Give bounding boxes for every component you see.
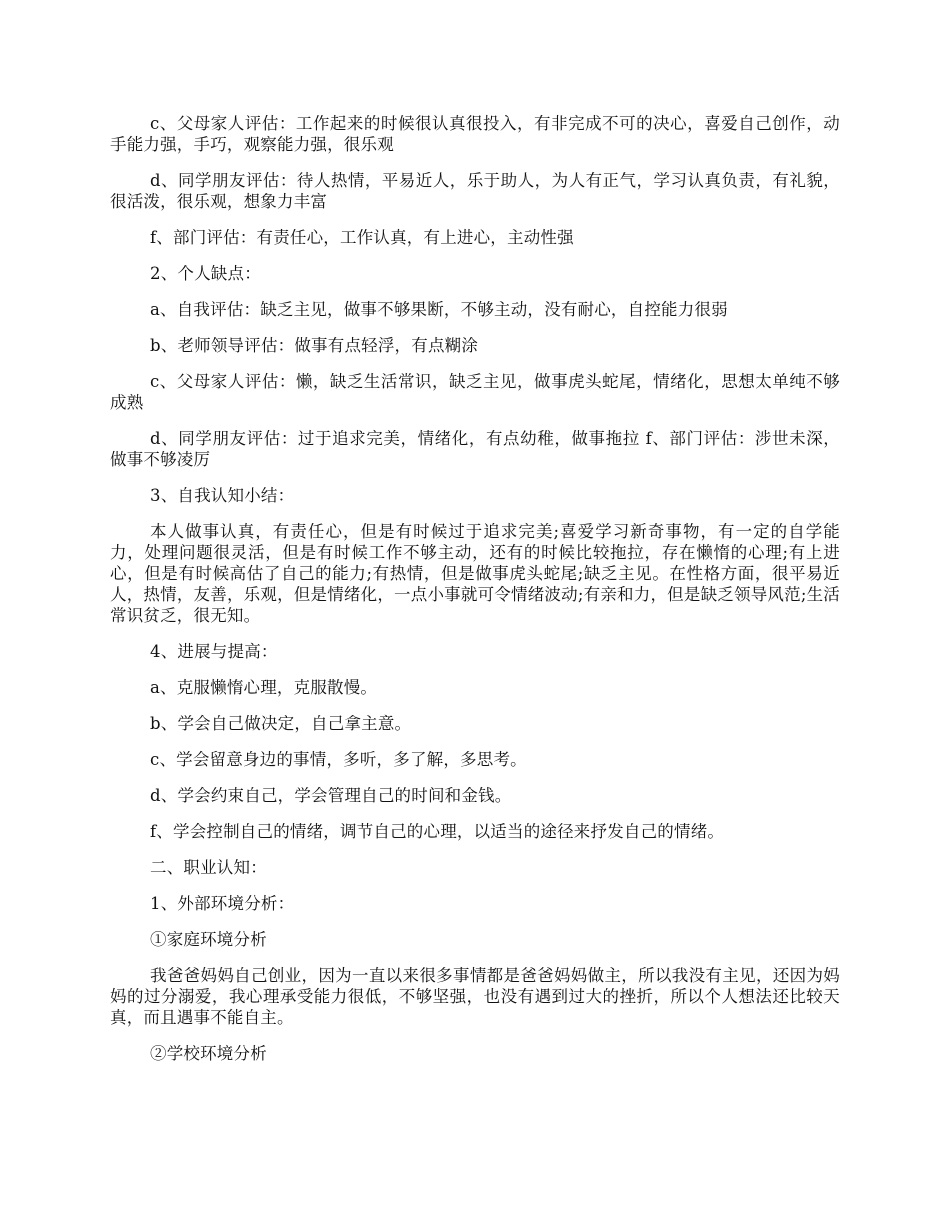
heading-school-environment: ②学校环境分析: [150, 1044, 267, 1063]
heading-external-environment: 1、外部环境分析：: [150, 894, 295, 913]
paragraph-self-cognition-summary: 本人做事认真，有责任心，但是有时候过于追求完美;喜爱学习新奇事物，有一定的自学能力，处理问题很灵活，但是有时候工作不够主动，还有的时候比较拖拉，存在懒惰的心理;有上进心，但是有时候高估了自己的能力;有热情，但是做事虎头蛇尾;缺乏主见。在性格方面，很平易近人，热情，友善，乐观，但是情绪化，一点小事就可令情绪波动;有亲和力，但是缺乏领导风范;生活常识贫乏，很无知。: [110, 522, 840, 625]
list-item-improvement-f: f、学会控制自己的情绪，调节自己的心理，以适当的途径来抒发自己的情绪。: [150, 822, 725, 841]
list-item-improvement-b: b、学会自己做决定，自己拿主意。: [150, 714, 412, 733]
heading-progress-improvement: 4、进展与提高：: [150, 642, 278, 661]
paragraph-friends-department-evaluation-weaknesses: d、同学朋友评估：过于追求完美，情绪化，有点幼稚，做事拖拉 f、部门评估：涉世未深，做事不够凌厉: [110, 429, 840, 469]
paragraph-friends-evaluation-strengths: d、同学朋友评估：待人热情，平易近人，乐于助人，为人有正气，学习认真负责，有礼貌，很活泼，很乐观，想象力丰富: [110, 171, 840, 211]
paragraph-parent-evaluation-weaknesses: c、父母家人评估：懒，缺乏生活常识，缺乏主见，做事虎头蛇尾，情绪化，思想太单纯不够成熟: [110, 372, 840, 412]
list-item-improvement-a: a、克服懒惰心理，克服散慢。: [150, 678, 378, 697]
paragraph-teacher-evaluation-weaknesses: b、老师领导评估：做事有点轻浮，有点糊涂: [150, 336, 479, 355]
heading-career-cognition: 二、职业认知：: [150, 858, 267, 877]
paragraph-parent-evaluation-strengths: c、父母家人评估：工作起来的时候很认真很投入，有非完成不可的决心，喜爱自己创作，动手能力强，手巧，观察能力强，很乐观: [110, 114, 840, 154]
list-item-improvement-d: d、学会约束自己，学会管理自己的时间和金钱。: [150, 786, 512, 805]
list-item-improvement-c: c、学会留意身边的事情，多听，多了解，多思考。: [150, 750, 527, 769]
paragraph-department-evaluation-strengths: f、部门评估：有责任心，工作认真，有上进心，主动性强: [150, 228, 574, 247]
heading-personal-weaknesses: 2、个人缺点：: [150, 264, 261, 283]
paragraph-self-evaluation-weaknesses: a、自我评估：缺乏主见，做事不够果断，不够主动，没有耐心，自控能力很弱: [150, 300, 728, 319]
document-body: [110, 113, 840, 1079]
paragraph-family-environment: 我爸爸妈妈自己创业，因为一直以来很多事情都是爸爸妈妈做主，所以我没有主见，还因为妈妈的过分溺爱，我心理承受能力很低，不够坚强，也没有遇到过大的挫折，所以个人想法还比较天真，而且遇事不能自主。: [110, 966, 840, 1027]
heading-family-environment: ①家庭环境分析: [150, 930, 267, 949]
heading-self-cognition-summary: 3、自我认知小结：: [150, 486, 295, 505]
